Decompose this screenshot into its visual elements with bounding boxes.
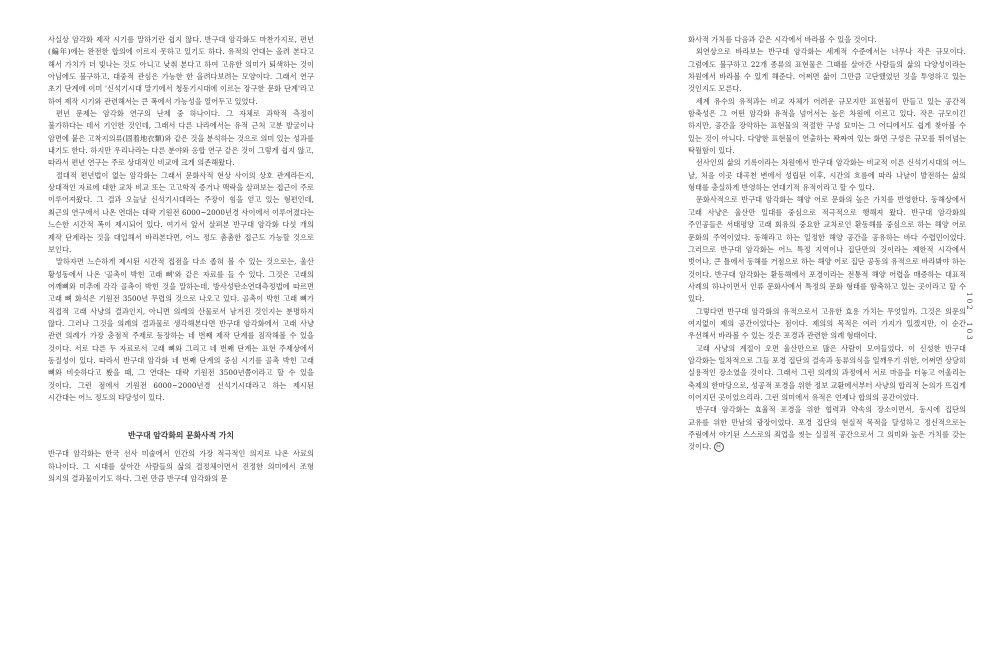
section-heading: 반구대 암각화의 문화사적 가치 xyxy=(127,431,235,441)
right-page xyxy=(500,0,1000,666)
paragraph-final xyxy=(688,404,966,453)
paragraph: 절대적 편년법이 없는 암각화는 그래서 문화사적 현상 사이의 상호 관계라든지, 상대적인 자료에 대한 교차 비교 또는 고고학적 증거나 맥락을 살펴보는 접근이 주로 이루어져왔다. 그 결과 오늘날 신석기시대라는 주장이 힘을 얻고 있는 형편인데, 최근의 연구에서 나온 연대는 대략 기원전 6000~2000년경 사이에서 이루어졌다는 느슨한 시간적 폭이 제시되어 있다. 여기서 앞서 살펴본 반구대 암각화 다섯 개의 제작 단계라는 것을 대입해서 바라본다면, 어느 정도 촘촘한 접근도 가능할 것으로 보인다. xyxy=(48,170,314,254)
page-numbers xyxy=(965,292,974,348)
paragraph: 말하자면 느슨하게 제시된 시간적 접점을 다소 좁혀 볼 수 있는 것으로는, 울산 황성동에서 나온 '골촉이 박힌 고래 뼈'와 같은 자료를 들 수 있다. 그것은 고래의 어깨뼈와 미추에 각각 골촉이 박힌 것을 말하는데, 방사성탄소연대측정법에 따르면 고래 뼈 화석은 기원전 3500년 무렵의 것으로 나오고 있다. 골촉이 박힌 고래 뼈가 직접적 고래 사냥의 결과인지, 아니면 의례의 산물로서 남겨진 것인지는 분명하지 않다. 그러나 그것을 의례의 결과물로 생각해본다면 반구대 암각화에서 고래 사냥 관련 의례가 가장 충점적 주제로 등장하는 네 번째 제작 단계를 짐작해볼 수 있을 것이다. 서로 다른 두 자료로서 고래 뼈와 그리고 네 번째 단계는 표현 주제상에서 동질성이 있다. 따라서 반구대 암각화 네 번째 단계의 중심 시기를 골촉 박힌 고래 뼈와 비슷하다고 봤을 때, 그 연대는 대략 기원전 3500년쯤이라고 할 수 있을 것이다. 그런 점에서 기원전 6000~2000년경 신석기시대라고 하는 제시된 시간대는 어느 정도의 타당성이 있다. xyxy=(48,257,314,402)
paragraph: 반구대 암각화는 한국 선사 미술에서 인간의 가장 적극적인 의지로 나온 사료의 하나이다. 그 시대를 살아간 사람들의 삶의 결정체이면서 진정한 의미에서 조형 의지의 결과물이기도 하다. 그런 만큼 반구대 암각화의 문 xyxy=(48,449,314,483)
paragraph: 사실상 암각화 제작 시기를 말하기란 쉽지 않다. 반구대 암각화도 마찬가지로, 편년(編年)에는 완전한 합의에 이르지 못하고 있기도 하다. 유적의 연대는 올려 본다고 해서 가치가 더 빛나는 것도 아니고 낮춰 본다고 하여 고유한 의미가 퇴색하는 것이 아님에도 불구하고, 대중적 관심은 가능한 한 올려다보려는 모양이다. 그래서 연구 초기 단계에 이미 '신석기시대 말기에서 청동기시대에 이르는 장구한 문화 단계'라고 하여 제작 시기와 관련해서는 큰 폭에서 가능성을 열어두고 있었다. xyxy=(48,35,314,106)
left-text-column xyxy=(48,34,314,485)
paragraph-final-text: 반구대 암각화는 효율적 포경을 위한 협력과 약속의 장소이면서, 동시에 집단의 교유를 위한 만남의 광장이었다. 포경 집단의 현실적 목적을 달성하고 정신적으로는 주림에서 야기된 스스로의 죄업을 씻는 실질적 공간으로서 그 의미와 높은 가치를 갖는 것이다. xyxy=(688,405,966,452)
paragraph: 문화사적으로 반구대 암각화는 해양 어로 문화의 높은 가치를 반영한다. 동해상에서 고래 사냥은 울산만 일대를 중심으로 적극적으로 행해져 왔다. 반구대 암각화의 주인공들은 서태평양 고래 회유의 중요한 교차로인 환동해를 중심으로 하는 해양 어로 문화의 주역이었다. 동해라고 하는 일정한 해양 공간을 공유하는 바다 수렵민이었다. 그러므로 반구대 암각화는 어느 특정 지역이나 집단만의 것이라는 제한적 시각에서 벗어나, 큰 틀에서 동해를 거점으로 하는 해양 어로 집단 공동의 유적으로 바라봐야 하는 것이다. 반구대 암각화는 환동해에서 포경이라는 전통적 해양 어렵을 매증하는 대표적 사례의 하나이면서 인류 문화사에서 특정의 문화 형태를 함축하고 있는 곳이라고 할 수 있다. xyxy=(688,195,966,304)
paragraph: 그렇다면 반구대 암각화의 유적으로서 고유한 효용 가치는 무엇일까. 그것은 의문의 여지없이 제의 공간이었다는 점이다. 제의의 목적은 여러 가지가 있겠지만, 이 순간 우선해서 바라볼 수 있는 것은 포경과 관련한 의례 형태이다. xyxy=(688,306,966,341)
paragraph: 고래 사냥의 계절이 오면 울산만으로 많은 사람이 모여들었다. 이 신성한 반구대 암각화는 일차적으로 그들 포경 집단의 결속과 동류의식을 일깨우기 위한, 어쩌면 상당히 실용적인 장소였을 것이다. 그래서 그런 의례의 과정에서 서로 마음을 터놓고 어울리는 축제의 한마당으로, 성공적 포경을 위한 정보 교환에서부터 사냥의 합리적 논의가 뜨겁게 이어지던 곳이었으리라. 그런 의미에서 유적은 언제나 합의의 공간이었다. xyxy=(688,343,966,402)
paragraph: 세계 유수의 유적과는 비교 자체가 어려운 규모지만 표현물이 만들고 있는 공간적 함축성은 그 어떤 암각화 유적을 넘어서는 높은 차원에 이르고 있다. 작은 규모이긴 하지만, 공간을 장악하는 표현물의 적절한 구성 묘미는 그 어디에서도 쉽게 찾아볼 수 있는 것이 아니다. 다양한 표현물이 연출하는 꽉짜여 있는 화면 구성은 규모를 뛰어넘는 탁월함이 있다. xyxy=(688,96,966,156)
paragraph: 선사인의 삶의 기록이라는 차원에서 반구대 암각화는 비교적 이른 신석기시대의 어느 날, 처음 이곳 대곡천 변에서 성립된 이후, 시간의 흐름에 따라 나날이 발전하는 삶의 형태를 충실하게 반영하는 연대기적 유적이라고 할 수 있다. xyxy=(688,158,966,193)
page-number-left: 102 xyxy=(965,292,974,312)
page-number-right: 103 xyxy=(965,322,974,342)
right-text-column xyxy=(688,34,966,454)
paragraph: 외연상으로 바라보는 반구대 암각화는 세계적 수준에서는 너무나 작은 규모이다. 그럼에도 불구하고 22개 종류의 표현물은 그때를 살아간 사람들의 삶의 다양성이라는 차원에서 바라볼 수 있게 해준다. 어쩌면 삶이 그만큼 고단했었던 것을 투영하고 있는 것인지도 모른다. xyxy=(688,47,966,94)
paragraph: 화사적 가치를 다음과 같은 시각에서 바라볼 수 있을 것이다. xyxy=(688,35,877,44)
paragraph: 편년 문제는 암각화 연구의 난제 중 하나이다. 그 자체로 과학적 측정이 불가하다는 데서 기인한 것인데, 그래서 다른 나라에서는 유적 근처 고분 발굴이나 암면에 붙은 고착지의류(固着地衣類)와 같은 것을 분석하는 것으로 의미 있는 성과를 내기도 한다. 하지만 우리나라는 다른 분야와 응합 연구 같은 것이 그렇게 쉽지 않고, 따라서 편년 연구는 주로 상대적인 비교에 크게 의존해왔다. xyxy=(48,109,314,168)
section-spacer xyxy=(48,404,314,430)
end-mark-icon: ㉤ xyxy=(714,442,724,452)
